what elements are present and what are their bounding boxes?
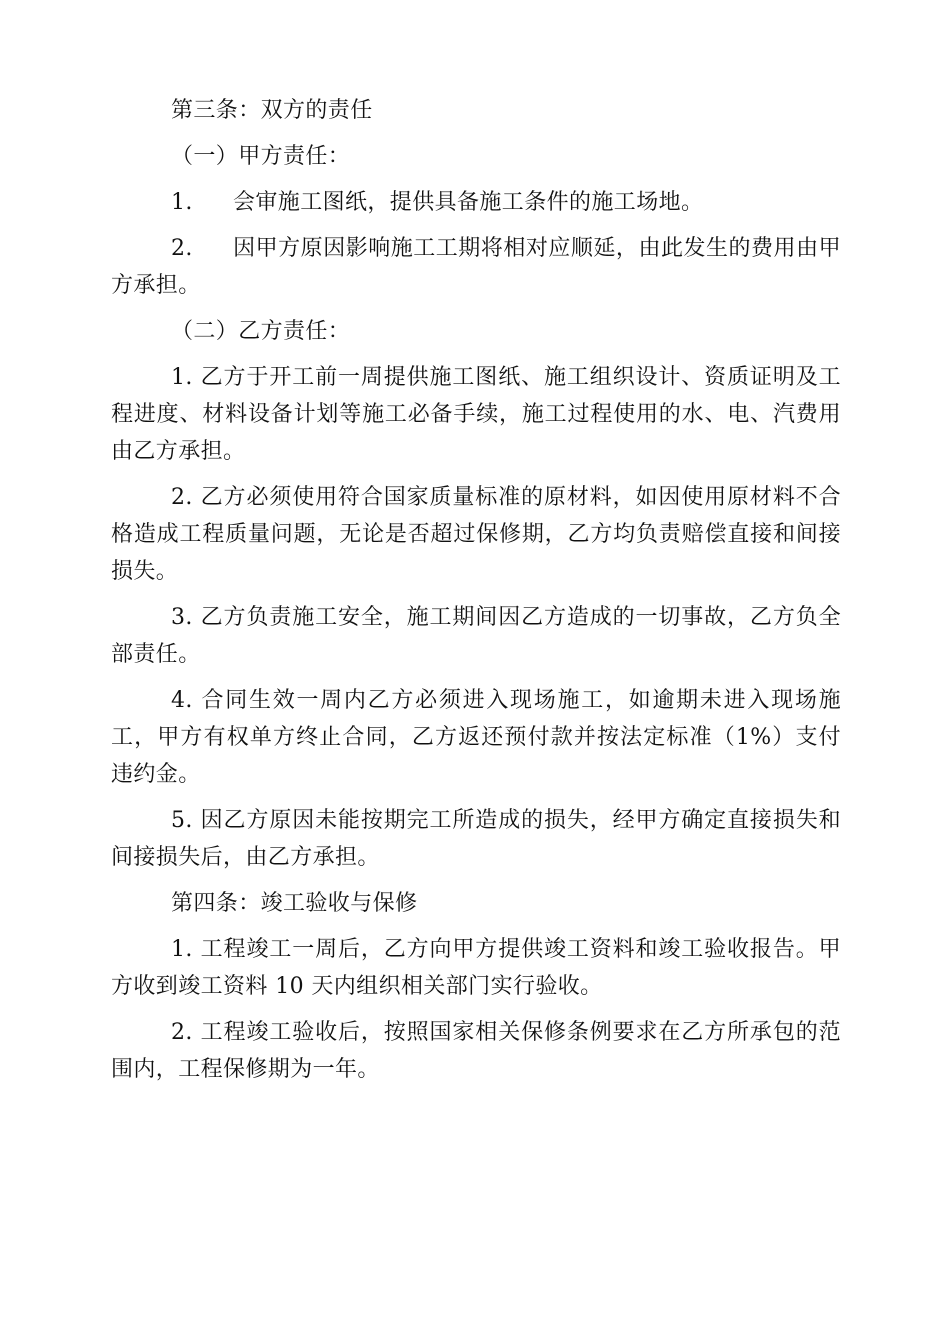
document-body: [111, 92, 856, 1097]
party-b-item-4: 4. 合同生效一周内乙方必须进入现场施工，如逾期未进入现场施工，甲方有权单方终止合同，乙方返还预付款并按法定标准（1%）支付 违约金。: [111, 688, 856, 787]
acceptance-item-2: 2. 工程竣工验收后，按照国家相关保修条例要求在乙方所承包的范围内，工程保修期为一年。: [111, 1020, 841, 1082]
party-b-item-3: 3. 乙方负责施工安全，施工期间因乙方造成的一切事故，乙方负全部责任。: [111, 605, 841, 667]
article-3-heading: 第三条：双方的责任: [171, 98, 373, 123]
party-b-responsibility-heading: （二）乙方责任：: [171, 319, 351, 344]
item-text: 会审施工图纸，提供具备施工条件的施工场地。: [233, 190, 704, 215]
party-a-item-1: [111, 184, 841, 221]
party-b-item-1: 1. 乙方于开工前一周提供施工图纸、施工组织设计、资质证明及工程进度、材料设备计划等施工必备手续，施工过程使用的水、电、汽费用由乙方承担。: [111, 365, 841, 464]
item-number: 2.: [171, 236, 193, 261]
article-4-heading: 第四条：竣工验收与保修: [171, 891, 418, 916]
item-number: 1.: [171, 190, 193, 215]
party-b-item-2: 2. 乙方必须使用符合国家质量标准的原材料，如因使用原材料不合格造成工程质量问题，无论是否超过保修期，乙方均负责赔偿直接和间接损失。: [111, 485, 841, 584]
party-b-item-5: 5. 因乙方原因未能按期完工所造成的损失，经甲方确定直接损失和间接损失后，由乙方承担。: [111, 808, 841, 870]
acceptance-item-1: 1. 工程竣工一周后，乙方向甲方提供竣工资料和竣工验收报告。甲方收到竣工资料 10 天内组织相关部门实行验收。: [111, 937, 841, 999]
item-text: 因甲方原因影响施工工期将相对应顺延，由此发生的费用由甲 方承担。: [111, 236, 856, 298]
party-a-item-2: [111, 230, 856, 304]
party-a-responsibility-heading: （一）甲方责任：: [171, 144, 351, 169]
